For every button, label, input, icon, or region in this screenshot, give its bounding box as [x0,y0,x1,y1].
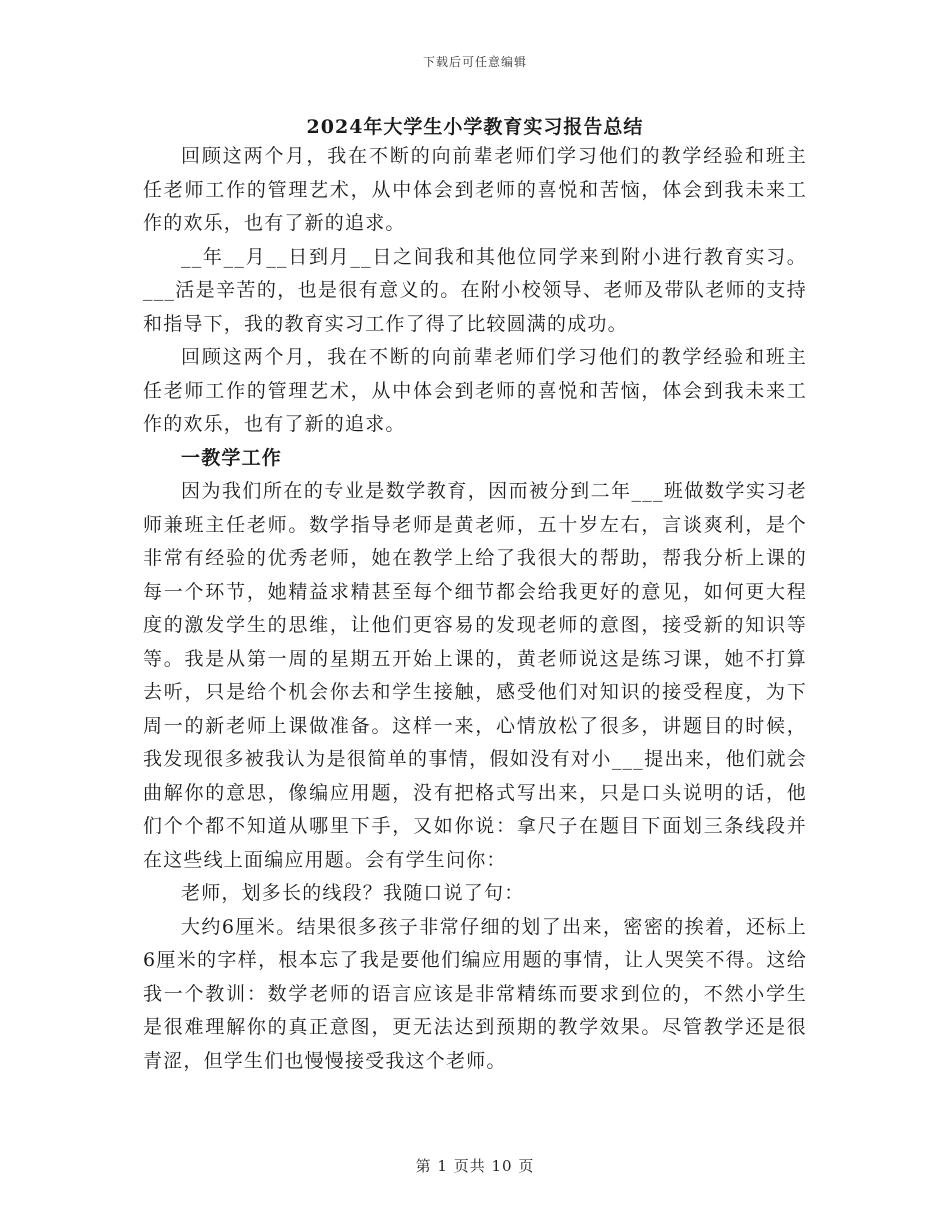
document-title: 2024年大学生小学教育实习报告总结 [306,116,644,138]
header-note: 下载后可任意编辑 [422,55,527,69]
paragraph: 因为我们所在的专业是数学教育，因而被分到二年___班做数学实习老师兼班主任老师。数学指导老师是黄老师，五十岁左右，言谈爽利，是个非常有经验的优秀老师，她在教学上给了我很大的帮助，帮我分析上课的每一个环节，她精益求精甚至每个细节都会给我更好的意见，如何更大程度的激发学生的思维，让他们更容易的发现老师的意图，接受新的知识等等。我是从第一周的星期五开始上课的，黄老师说这是练习课，她不打算去听，只是给个机会你去和学生接触，感受他们对知识的接受程度，为下周一的新老师上课做准备。这样一来，心情放松了很多，讲题目的时候，我发现很多被我认为是很简单的事情，假如没有对小___提出来，他们就会曲解你的意思，像编应用题，没有把格式写出来，只是口头说明的话，他们个个都不知道从哪里下手，又如你说：拿尺子在题目下面划三条线段并在这些线上面编应用题。会有学生问你： [143,480,807,871]
document-body [143,140,807,1078]
paragraph: __年__月__日到月__日之间我和其他位同学来到附小进行教育实习。___活是辛苦的，也是很有意义的。在附小校领导、老师及带队老师的支持和指导下，我的教育实习工作了得了比较圆满的成功。 [143,245,807,335]
paragraph: 回顾这两个月，我在不断的向前辈老师们学习他们的教学经验和班主任老师工作的管理艺术，从中体会到老师的喜悦和苦恼，体会到我未来工作的欢乐，也有了新的追求。 [143,145,807,234]
paragraph: 老师，划多长的线段？我随口说了句： [181,882,525,904]
section-heading: 一教学工作 [181,446,283,469]
page-number-footer: 第 1 页共 10 页 [415,1157,535,1175]
paragraph: 回顾这两个月，我在不断的向前辈老师们学习他们的教学经验和班主任老师工作的管理艺术，从中体会到老师的喜悦和苦恼，体会到我未来工作的欢乐，也有了新的追求。 [143,346,807,435]
paragraph: 大约6厘米。结果很多孩子非常仔细的划了出来，密密的挨着，还标上6厘米的字样，根本忘了我是要他们编应用题的事情，让人哭笑不得。这给我一个教训：数学老师的语言应该是非常精练而要求到位的，不然小学生是很难理解你的真正意图，更无法达到预期的教学效果。尽管教学还是很青涩，但学生们也慢慢接受我这个老师。 [143,915,807,1072]
